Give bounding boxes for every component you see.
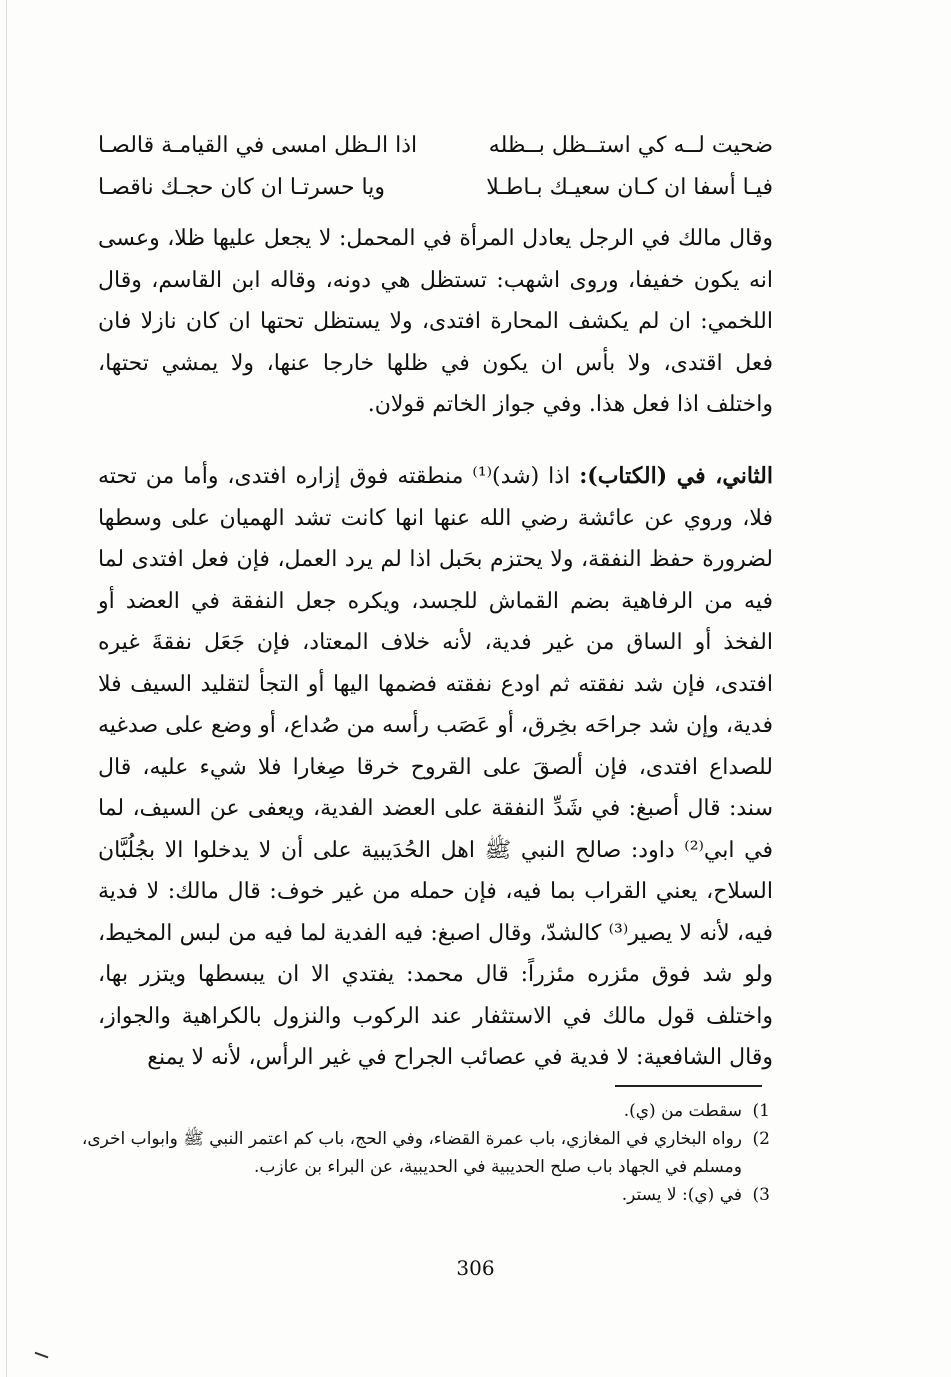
paragraph-1: وقال مالك في الرجل يعادل المرأة في المحمل: لا يجعل عليها ظلا، وعسى انه يكون خفيفا، وروى اشهب: تستظل هي دونه، وقاله ابن القاسم، وقال اللخمي: ان لم يكشف المحارة افتدى، ولا يستظل تحتها ان كان نازلا فان فعل اقتدى، ولا بأس ان يكون في ظلها خارجا عنها، ولا يمشي تحتها، واختلف اذا فعل هذا. وفي جواز الخاتم قولان. [98, 226, 773, 417]
paragraph-1-block [98, 218, 773, 426]
footnotes [80, 1097, 770, 1209]
paragraph-2-body: اذا (شد)⁽¹⁾ منطقته فوق إزاره افتدى، وأما من تحته فلا، وروي عن عائشة رضي الله عنها انها كانت تشد الهميان على وسطها لضرورة حفظ النفقة، ولا يحتزم بحَبل اذا لم يرد العمل، فإن فعل افتدى لما فيه من الرفاهية بضم القماش للجسد، ويكره جعل النفقة في العضد أو الفخذ أو الساق من غير فدية، لأنه خلاف المعتاد، فإن جَعَل نفقةَ غيره افتدى، فإن شد نفقته ثم اودع نفقته فضمها اليها أو التجأ لتقليد السيف فلا فدية، وإن شد جراحَه بخِرق، أو عَصَب رأسه من صُداع، أو وضع على صدغيه للصداع افتدى، فإن ألصقَ على القروح خرقا صِغارا فلا شيء عليه، قال سند: قال أصبغ: في شَدِّ النفقة على العضد الفدية، ويعفى عن السيف، لما في ابي⁽²⁾ داود: صالح النبي ﷺ اهل الحُدَيبية على أن لا يدخلوا الا بجُلُبَّان السلاح، يعني القراب بما فيه، فإن حمله من غير خوف: قال مالك: لا فدية فيه، لأنه لا يصير⁽³⁾ كالشدّ، وقال اصبغ: فيه الفدية لما فيه من لبس المخيط، ولو شد فوق مئزره مئزراً: قال محمد: يفتدي الا ان يبسطها ويتزر بها، واختلف قول مالك في الاستثفار عند الركوب والنزول بالكراهية والجواز، وقال الشافعية: لا فدية في عصائب الجراح في غير الرأس، لأنه لا يمنع [98, 464, 773, 1070]
footnote-2 [80, 1125, 770, 1181]
paragraph-2 [98, 456, 773, 1079]
footnote-3 [80, 1181, 770, 1209]
footnote-1-number: 1) [752, 1101, 770, 1121]
footnote-separator [615, 1085, 762, 1087]
verse-2-second-hemistich: ويا حسرتـا ان كان حجـك ناقصـا [98, 175, 386, 200]
footnote-2-number: 2) [752, 1129, 770, 1149]
section-heading: الثاني، في (الكتاب): [579, 463, 773, 489]
footnote-3-number: 3) [752, 1185, 770, 1205]
scan-mark [34, 1352, 49, 1361]
verse-1-second-hemistich: اذا الـظل امسى في القيامـة قالصـا [98, 133, 418, 158]
footnote-1 [80, 1097, 770, 1125]
footnote-3-text: في (ي): لا يستر. [621, 1185, 742, 1205]
paragraph-2-block [98, 456, 773, 1079]
page-number: 306 [456, 1256, 495, 1280]
poem-verses [98, 125, 773, 209]
verse-line-2 [98, 167, 773, 209]
verse-line-1 [98, 125, 773, 167]
verse-2-first-hemistich: فيـا أسفا ان كـان سعيـك بـاطـلا [486, 175, 773, 200]
footnote-2-text: رواه البخاري في المغازي، باب عمرة القضاء، وفي الحج، باب كم اعتمر النبي ﷺ وابواب اخرى، ومسلم في الجهاد باب صلح الحديبية في الحديبية، عن البراء بن عازب. [81, 1129, 742, 1177]
footnote-1-text: سقطت من (ي). [623, 1101, 742, 1121]
page-edge-line [6, 0, 7, 1377]
verse-1-first-hemistich: ضحيت لــه كي استــظل بــظله [488, 133, 773, 158]
